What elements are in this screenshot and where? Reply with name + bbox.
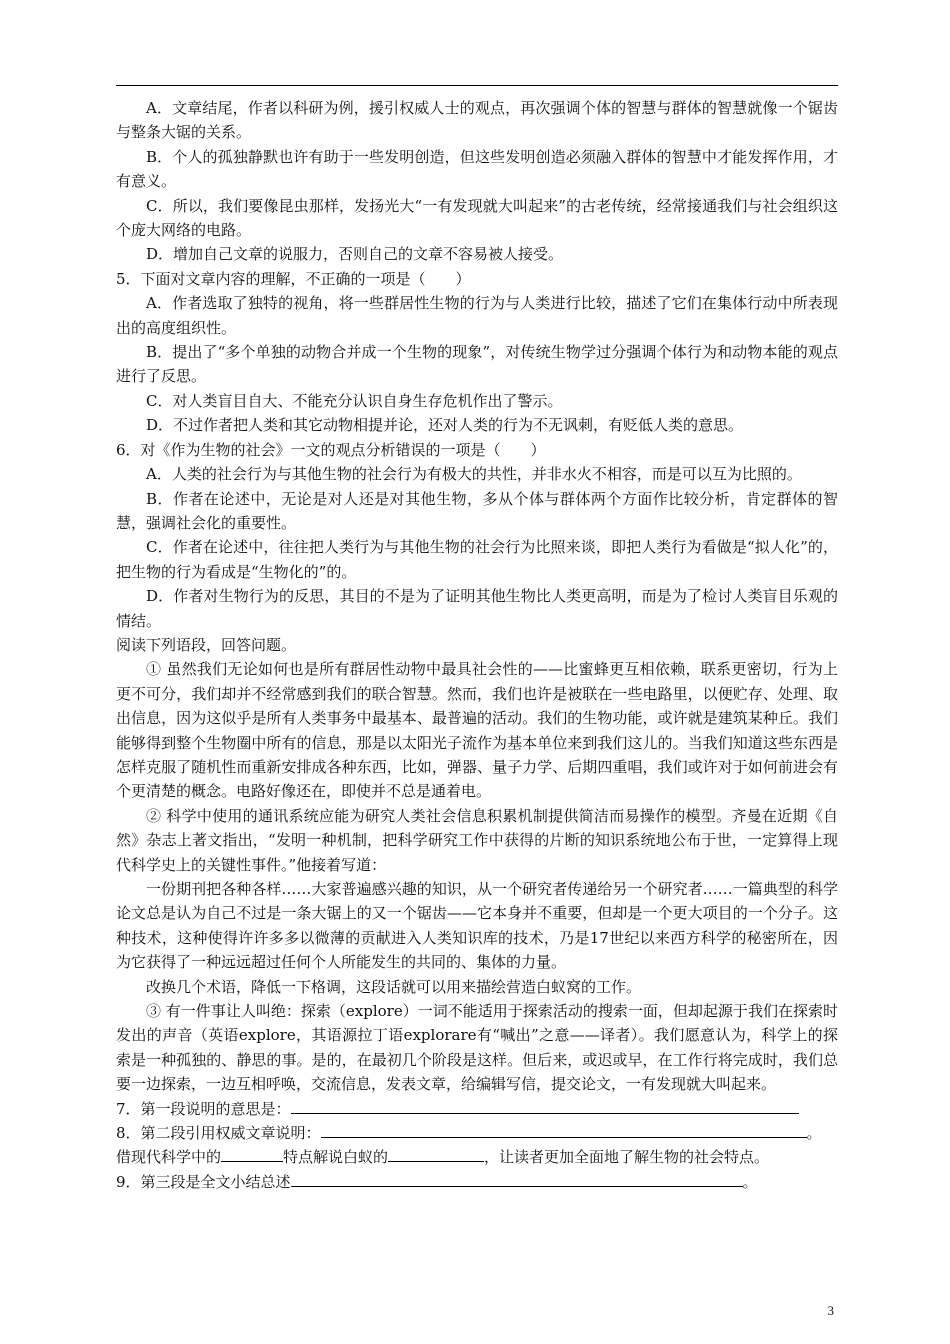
page-number: 3: [827, 1303, 834, 1318]
q5-option-b: B．提出了“多个单独的动物合并成一个生物的现象”，对传统生物学过分强调个体行为和动物本能的观点进行了反思。: [116, 343, 838, 386]
q8b-text-3: ，让读者更加全面地了解生物的社会特点。: [484, 1148, 770, 1167]
q4-option-c: C．所以，我们要像昆虫那样，发扬光大“一有发现就大叫起来”的古老传统，经常接通我们与社会组织这个庞大网络的电路。: [116, 196, 838, 240]
q4-option-a: A．文章结尾，作者以科研为例，援引权威人士的观点，再次强调个体的智慧与群体的智慧就像一个锯齿与整条大锯的关系。: [116, 99, 838, 142]
q7-answer-blank[interactable]: [291, 1097, 799, 1114]
q5-stem: 5．下面对文章内容的理解，不正确的一项是（ ）: [116, 269, 471, 288]
q8-answer-blank[interactable]: [321, 1121, 807, 1138]
q7-line: [116, 1097, 838, 1121]
q8-line: [116, 1121, 838, 1145]
q9-prompt: 9．第三段是全文小结总述: [116, 1172, 291, 1191]
passage-paragraph-3: ③ 有一件事让人叫绝：探索（explore）一词不能适用于探索活动的搜索一面，但却起源于我们在探索时发出的声音（英语explore，其语源拉丁语explorare有“喊出”之意——译者）。我们愿意认为，科学上的探索是一种孤独的、静思的事。是的，在最初几个阶段是这样。但后来，或迟或早，在工作行将完成时，我们总要一边探索，一边互相呼唤，交流信息，发表文章，给编辑写信，提交论文，一有发现就大叫起来。: [116, 1002, 838, 1094]
q5-option-d: D．不过作者把人类和其它动物相提并论，还对人类的行为不无讽刺，有贬低人类的意思。: [146, 416, 744, 435]
passage-paragraph-1: ① 虽然我们无论如何也是所有群居性动物中最具社会性的——比蜜蜂更互相依赖，联系更密切，行为上更不可分，我们却并不经常感到我们的联合智慧。然而，我们也许是被联在一些电路里，以便贮存、处理、取出信息，因为这似乎是所有人类事务中最基本、最普遍的活动。我们的生物功能，或许就是建筑某种丘。我们能够得到整个生物圈中所有的信息，那是以太阳光子流作为基本单位来到我们这儿的。当我们知道这些东西是怎样克服了随机性而重新安排成各种东西，比如，弹器、量子力学、后期四重唱，我们或许对于如何前进会有个更清楚的概念。电路好像还在，即使并不总是通着电。: [116, 660, 838, 801]
q9-line: [116, 1170, 838, 1194]
passage-quote: 一份期刊把各种各样……大家普遍感兴趣的知识，从一个研究者传递给另一个研究者……一篇典型的科学论文总是认为自己不过是一条大锯上的又一个锯齿——它本身并不重要，但却是一个更大项目的一个分子。这种技术，这种使得许许多多以微薄的贡献进入人类知识库的技术，乃是17世纪以来西方科学的秘密所在，因为它获得了一种远远超过任何个人所能发生的共同的、集体的力量。: [116, 880, 838, 972]
q8b-blank-2[interactable]: [388, 1145, 484, 1162]
q8b-text-1: 借现代科学中的: [116, 1148, 222, 1167]
q8b-text-2: 特点解说白蚁的: [283, 1148, 389, 1167]
passage-paragraph-2-end: 改换几个术语，降低一下格调，这段话就可以用来描绘营造白蚁窝的工作。: [146, 977, 642, 996]
q8-followup-line: [116, 1145, 838, 1169]
q5-option-a: A．作者选取了独特的视角，将一些群居性生物的行为与人类进行比较，描述了它们在集体行动中所表现出的高度组织性。: [116, 294, 838, 337]
q6-stem: 6．对《作为生物的社会》一文的观点分析错误的一项是（ ）: [116, 440, 546, 459]
q6-option-c: C．作者在论述中，往往把人类行为与其他生物的社会行为比照来谈，即把人类行为看做是“拟人化”的，把生物的行为看成是“生物化的”的。: [116, 538, 838, 581]
q5-option-c: C．对人类盲目自大、不能充分认识自身生存危机作出了警示。: [146, 391, 563, 410]
q7-prompt: 7．第一段说明的意思是：: [116, 1099, 291, 1118]
q6-option-a: A．人类的社会行为与其他生物的社会行为有极大的共性，并非水火不相容，而是可以互为比照的。: [146, 465, 802, 484]
q4-option-d: D．增加自己文章的说服力，否则自己的文章不容易被人接受。: [146, 245, 564, 264]
q8-prompt: 8．第二段引用权威文章说明：: [116, 1124, 321, 1143]
document-body: [116, 96, 838, 1194]
q8-period: 。: [806, 1124, 822, 1143]
q9-answer-blank[interactable]: [291, 1170, 743, 1187]
passage-paragraph-2: ② 科学中使用的通讯系统应能为研究人类社会信息积累机制提供简洁而易操作的模型。齐曼在近期《自然》杂志上著文指出，“发明一种机制，把科学研究工作中获得的片断的知识系统地公布于世，一定算得上现代科学史上的关键性事件。”他接着写道：: [116, 806, 838, 874]
reading-intro: 阅读下列语段，回答问题。: [116, 635, 297, 654]
q6-option-b: B．作者在论述中，无论是对人还是对其他生物，多从个体与群体两个方面作比较分析，肯定群体的智慧，强调社会化的重要性。: [116, 489, 838, 532]
header-rule: [116, 85, 838, 86]
q6-option-d: D．作者对生物行为的反思，其目的不是为了证明其他生物比人类更高明，而是为了检讨人类盲目乐观的情结。: [116, 587, 838, 630]
q4-option-b: B．个人的孤独静默也许有助于一些发明创造，但这些发明创造必须融入群体的智慧中才能发挥作用，才有意义。: [116, 147, 838, 191]
q8b-blank-1[interactable]: [221, 1145, 283, 1162]
q9-period: 。: [742, 1172, 758, 1191]
